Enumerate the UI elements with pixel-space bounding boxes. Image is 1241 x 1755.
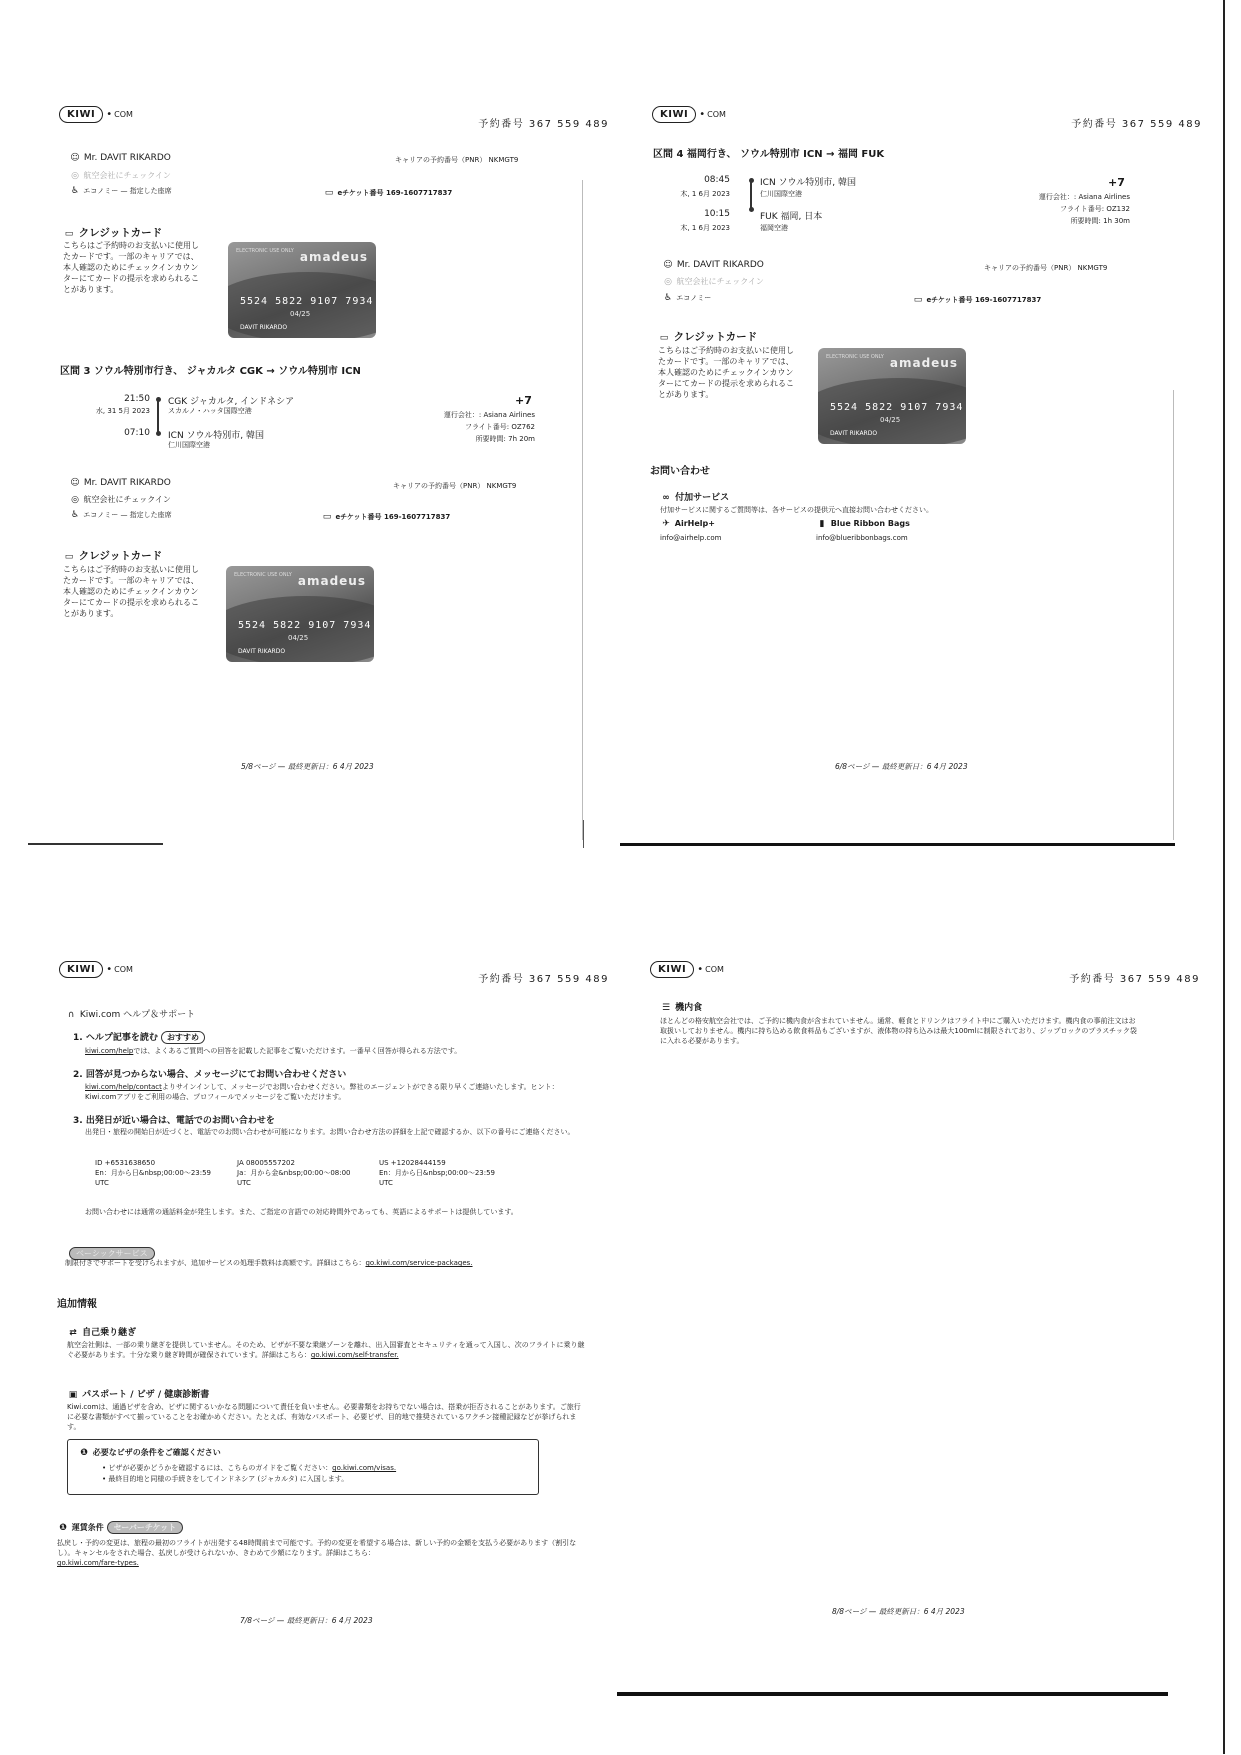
- extra-info-title: 追加情報: [57, 1299, 97, 1310]
- page-footer: 5/8ページ — 最終更新日：6 4月 2023: [241, 762, 374, 771]
- booking-number: 予約番号 367 559 489: [1069, 974, 1200, 985]
- bars-icon: ▮: [819, 519, 825, 529]
- contact-title: お問い合わせ: [650, 466, 710, 477]
- seg4-arr-date: 木, 1 6月 2023: [680, 224, 730, 232]
- globe-icon: ◎: [71, 495, 79, 505]
- credit-card-image: ELECTRONIC USE ONLY amadeus 5524 5822 9107 7934 04/25 DAVIT RIKARDO: [818, 348, 966, 444]
- passenger-name: ☺ Mr. DAVIT RIKARDO: [70, 478, 171, 488]
- visas-link[interactable]: go.kiwi.com/visas.: [332, 1464, 397, 1472]
- recommended-badge: おすすめ: [161, 1031, 205, 1044]
- help-step-1-text: kiwi.com/helpでは、よくあるご質問への回答を記載した記事をご覧いただけます。一番早く回答が得られる方法です。: [85, 1047, 462, 1055]
- service-packages-link[interactable]: go.kiwi.com/service-packages.: [365, 1259, 473, 1267]
- checkin-info: ◎ 航空会社にチェックイン: [662, 276, 764, 287]
- link-icon: ∞: [662, 493, 670, 503]
- pnr: キャリアの予約番号（PNR） NKMGT9: [984, 264, 1108, 272]
- self-transfer-title: ⇄ 自己乗り継ぎ: [67, 1325, 136, 1338]
- eticket: ▭ eチケット番号 169-1607717837: [322, 512, 451, 522]
- seat-icon: ♿: [70, 186, 80, 196]
- phone-id: ID +6531638650 En：月から日&nbsp;00:00〜23:59 UTC: [95, 1159, 211, 1187]
- eticket: ▭ eチケット番号 169-1607717837: [913, 295, 1042, 305]
- checkin-info: ◎ 航空会社にチェックイン: [69, 170, 171, 181]
- credit-card-text: こちらはご予約時のお支払いに使用したカードです。一部のキャリアでは、本人確認のためにチェックインカウンターにてカードの提示を求められることがあります。: [658, 346, 794, 399]
- seg4-arr-airport: 福岡空港: [760, 224, 788, 232]
- page-8: [646, 955, 1206, 1755]
- visa-box: [67, 1439, 539, 1495]
- seg3-dep-time: 21:50: [124, 394, 150, 404]
- basic-service-text: 制限付きでサポートを受けられますが、追加サービスの処理手数料は高額です。詳細はこちら：go.kiwi.com/service-packages.: [65, 1259, 473, 1267]
- credit-card-title: ▭ クレジットカード: [659, 331, 758, 343]
- phone-us: US +12028444159 En：月から日&nbsp;00:00〜23:59 UTC: [379, 1159, 495, 1187]
- credit-card-title: ▭ クレジットカード: [64, 550, 163, 562]
- help-title: ∩ Kiwi.com ヘルプ＆サポート: [65, 1007, 195, 1020]
- visa-title: ❶ 必要なビザの条件をご確認ください: [78, 1447, 221, 1458]
- seg3-arr-place: ICN ソウル特別市, 韓国: [168, 431, 264, 441]
- seg3-arr-airport: 仁川国際空港: [168, 441, 210, 449]
- blue-ribbon-email[interactable]: info@blueribbonbags.com: [816, 534, 908, 542]
- seg3-arr-time: 07:10: [124, 428, 150, 438]
- page-footer: 8/8ページ — 最終更新日：6 4月 2023: [832, 1607, 965, 1616]
- airhelp-name: ✈ AirHelp+: [660, 519, 715, 529]
- passport-title: ▣ パスポート / ビザ / 健康診断書: [68, 1390, 210, 1400]
- seg4-dep-date: 木, 1 6月 2023: [680, 190, 730, 198]
- credit-card-image: ELECTRONIC USE ONLY amadeus 5524 5822 9107 7934 04/25 DAVIT RIKARDO: [228, 242, 376, 338]
- cabin-class: ♿ エコノミー: [663, 293, 712, 303]
- visa-bullet-1: • ビザが必要かどうかを確認するには、こちらのガイドをご覧ください：go.kiwi.com/visas.: [102, 1464, 397, 1472]
- seg4-dep-place: ICN ソウル特別市, 韓国: [760, 178, 856, 188]
- fare-types-link[interactable]: go.kiwi.com/fare-types.: [57, 1559, 139, 1567]
- help-step-3: 3. 出発日が近い場合は、電話でのお問い合わせを: [73, 1116, 275, 1126]
- meals-text: ほとんどの格安航空会社では、ご予約に機内食が含まれていません。通常、軽食とドリンクはフライト中にご購入いただけます。機内食の事前注文はお取扱いしておりません。機内に持ち込める飲食料品もございますが、液体物の持ち込みは最大100mlに制限されており、ジップロックのプラスチック袋に入れる必要があります。: [660, 1017, 1137, 1045]
- seat-icon: ♿: [663, 293, 673, 303]
- info-icon: ❶: [59, 1523, 67, 1533]
- fare-text: 払戻し・予約の変更は、旅程の最初のフライトが出発する48時間前まで可能です。予約の変更を希望する場合は、新しい予約の金額を支払う必要があります（割引なし）。キャンセルをされた場合、払戻しが受けられないか、きわめて少額になります。詳細はこちら： go.kiwi.com/fare-types.: [57, 1539, 577, 1567]
- credit-card-text: こちらはご予約時のお支払いに使用したカードです。一部のキャリアでは、本人確認のためにチェックインカウンターにてカードの提示を求められることがあります。: [63, 241, 199, 294]
- help-step-1: 1. ヘルプ記事を読む おすすめ: [73, 1030, 205, 1044]
- eticket: ▭ eチケット番号 169-1607717837: [324, 188, 453, 198]
- credit-card-title: ▭ クレジットカード: [64, 227, 163, 239]
- asiana-logo: +7: [515, 394, 532, 407]
- checkin-info: ◎ 航空会社にチェックイン: [69, 494, 171, 505]
- passenger-name: ☺ Mr. DAVIT RIKARDO: [70, 153, 171, 163]
- visa-bullet-2: • 最終目的地と同様の手続きをしてインドネシア (ジャカルタ) に入国します。: [102, 1475, 349, 1483]
- kiwi-logo: KIWI • COM: [652, 106, 726, 123]
- seg4-dep-airport: 仁川国際空港: [760, 190, 802, 198]
- contact-link[interactable]: kiwi.com/help/contact: [85, 1083, 162, 1091]
- help-step-2-text: kiwi.com/help/contactよりサインインして、メッセージでお問い合わせください。弊社のエージェントができる限り早くご連絡いたします。ヒント：Kiwi.comアプリをご利用の場合、プロフィールでメッセージをご覧いただけます。: [85, 1083, 559, 1101]
- card-icon: ▭: [659, 333, 669, 343]
- charge-note: お問い合わせには通常の通話料金が発生します。また、ご指定の言語での対応時間外であっても、英語によるサポートは提供しています。: [85, 1208, 518, 1216]
- segment-3-title: 区間 3 ソウル特別市行き、 ジャカルタ CGK → ソウル特別市 ICN: [60, 366, 361, 377]
- seg3-duration: 所要時間: 7h 20m: [475, 435, 535, 443]
- basic-service-badge: ベーシックサービス: [69, 1241, 155, 1260]
- credit-card-text: こちらはご予約時のお支払いに使用したカードです。一部のキャリアでは、本人確認のためにチェックインカウンターにてカードの提示を求められることがあります。: [63, 565, 199, 618]
- self-transfer-link[interactable]: go.kiwi.com/self-transfer.: [310, 1351, 399, 1359]
- help-link[interactable]: kiwi.com/help: [85, 1047, 134, 1055]
- booking-number: 予約番号 367 559 489: [1071, 119, 1202, 130]
- seg3-operator: 運行会社：: Asiana Airlines: [443, 411, 535, 419]
- pnr: キャリアの予約番号（PNR） NKMGT9: [393, 482, 517, 490]
- seg4-arr-time: 10:15: [704, 209, 730, 219]
- cabin-class: ♿ エコノミー — 指定した座席: [70, 186, 172, 196]
- card-icon: ▭: [64, 229, 74, 239]
- ticket-icon: ▭: [913, 295, 923, 305]
- fare-title: ❶ 運賃条件 セーバーチケット: [57, 1521, 183, 1534]
- saver-badge: セーバーチケット: [107, 1521, 184, 1534]
- booking-number: 予約番号 367 559 489: [478, 974, 609, 985]
- ticket-icon: ▭: [322, 512, 332, 522]
- user-icon: ☺: [70, 153, 80, 163]
- page-7: [55, 955, 615, 1755]
- services-title: ∞ 付加サービス: [660, 490, 729, 503]
- passenger-name: ☺ Mr. DAVIT RIKARDO: [663, 260, 764, 270]
- seg4-dep-time: 08:45: [704, 175, 730, 185]
- airhelp-email[interactable]: info@airhelp.com: [660, 534, 722, 542]
- self-transfer-text: 航空会社側は、一部の乗り継ぎを提供していません。そのため、ビザが不要な乗継ゾーンを離れ、出入国審査とセキュリティを通って入国し、次のフライトに乗り継ぐ必要があります。十分な乗り継ぎ時間が確保されています。詳細はこちら：go.kiwi.com/self-transfer.: [67, 1341, 585, 1359]
- pnr: キャリアの予約番号（PNR） NKMGT9: [395, 156, 519, 164]
- kiwi-logo: KIWI • COM: [59, 961, 133, 978]
- help-step-3-text: 出発日・旅程の開始日が近づくと、電話でのお問い合わせが可能になります。お問い合わせ方法の詳細を上記で確認するか、以下の番号にご連絡ください。: [85, 1128, 575, 1136]
- globe-icon: ◎: [664, 277, 672, 287]
- booking-number: 予約番号 367 559 489: [478, 119, 609, 130]
- credit-card-image: ELECTRONIC USE ONLY amadeus 5524 5822 9107 7934 04/25 DAVIT RIKARDO: [226, 566, 374, 662]
- passport-icon: ▣: [68, 1390, 78, 1400]
- kiwi-logo: KIWI • COM: [650, 961, 724, 978]
- seg4-flight: フライト番号: OZ132: [1059, 205, 1130, 213]
- seg3-dep-date: 水, 31 5月 2023: [95, 407, 150, 415]
- page-6: [648, 100, 1208, 900]
- blue-ribbon-name: ▮ Blue Ribbon Bags: [816, 519, 910, 529]
- meal-icon: ☰: [661, 1003, 671, 1013]
- card-icon: ▭: [64, 552, 74, 562]
- help-step-2: 2. 回答が見つからない場合、メッセージにてお問い合わせください: [73, 1070, 347, 1080]
- user-icon: ☺: [70, 478, 80, 488]
- ticket-icon: ▭: [324, 188, 334, 198]
- globe-icon: ◎: [71, 171, 79, 181]
- headset-icon: ∩: [67, 1010, 75, 1020]
- meals-title: ☰ 機内食: [661, 1003, 703, 1013]
- passport-text: Kiwi.comは、通過ビザを含め、ビザに関するいかなる問題について責任を負いません。必要書類をお持ちでない場合は、搭乗が拒否されることがあります。ご旅行に必要な書類がすべて揃っていることをお確かめください。たとえば、有効なパスポート、必要ビザ、目的地で推奨されているワクチン接種記録などが挙げられます。: [67, 1403, 581, 1431]
- seg3-dep-place: CGK ジャカルタ, インドネシア: [168, 397, 295, 407]
- seg4-arr-place: FUK 福岡, 日本: [760, 212, 823, 222]
- seg3-dep-airport: スカルノ・ハッタ国際空港: [168, 407, 252, 415]
- seg4-operator: 運行会社：: Asiana Airlines: [1038, 193, 1130, 201]
- seg4-duration: 所要時間: 1h 30m: [1070, 217, 1130, 225]
- seg3-flight: フライト番号: OZ762: [464, 423, 535, 431]
- seat-icon: ♿: [70, 510, 80, 520]
- cabin-class: ♿ エコノミー — 指定した座席: [70, 510, 172, 520]
- phone-ja: JA 08005557202 Ja：月から金&nbsp;00:00〜08:00 UTC: [237, 1159, 351, 1187]
- asiana-logo: +7: [1108, 176, 1125, 189]
- user-icon: ☺: [663, 260, 673, 270]
- kiwi-logo: KIWI • COM: [59, 106, 133, 123]
- services-text: 付加サービスに関するご質問等は、各サービスの提供元へ直接お問い合わせください。: [660, 506, 933, 514]
- transfer-icon: ⇄: [69, 1328, 77, 1338]
- alert-icon: ❶: [80, 1448, 88, 1458]
- page-footer: 6/8ページ — 最終更新日：6 4月 2023: [835, 762, 968, 771]
- page-5: [55, 100, 615, 900]
- plane-icon: ✈: [662, 519, 670, 529]
- page-footer: 7/8ページ — 最終更新日：6 4月 2023: [240, 1616, 373, 1625]
- segment-4-title: 区間 4 福岡行き、 ソウル特別市 ICN → 福岡 FUK: [653, 149, 885, 160]
